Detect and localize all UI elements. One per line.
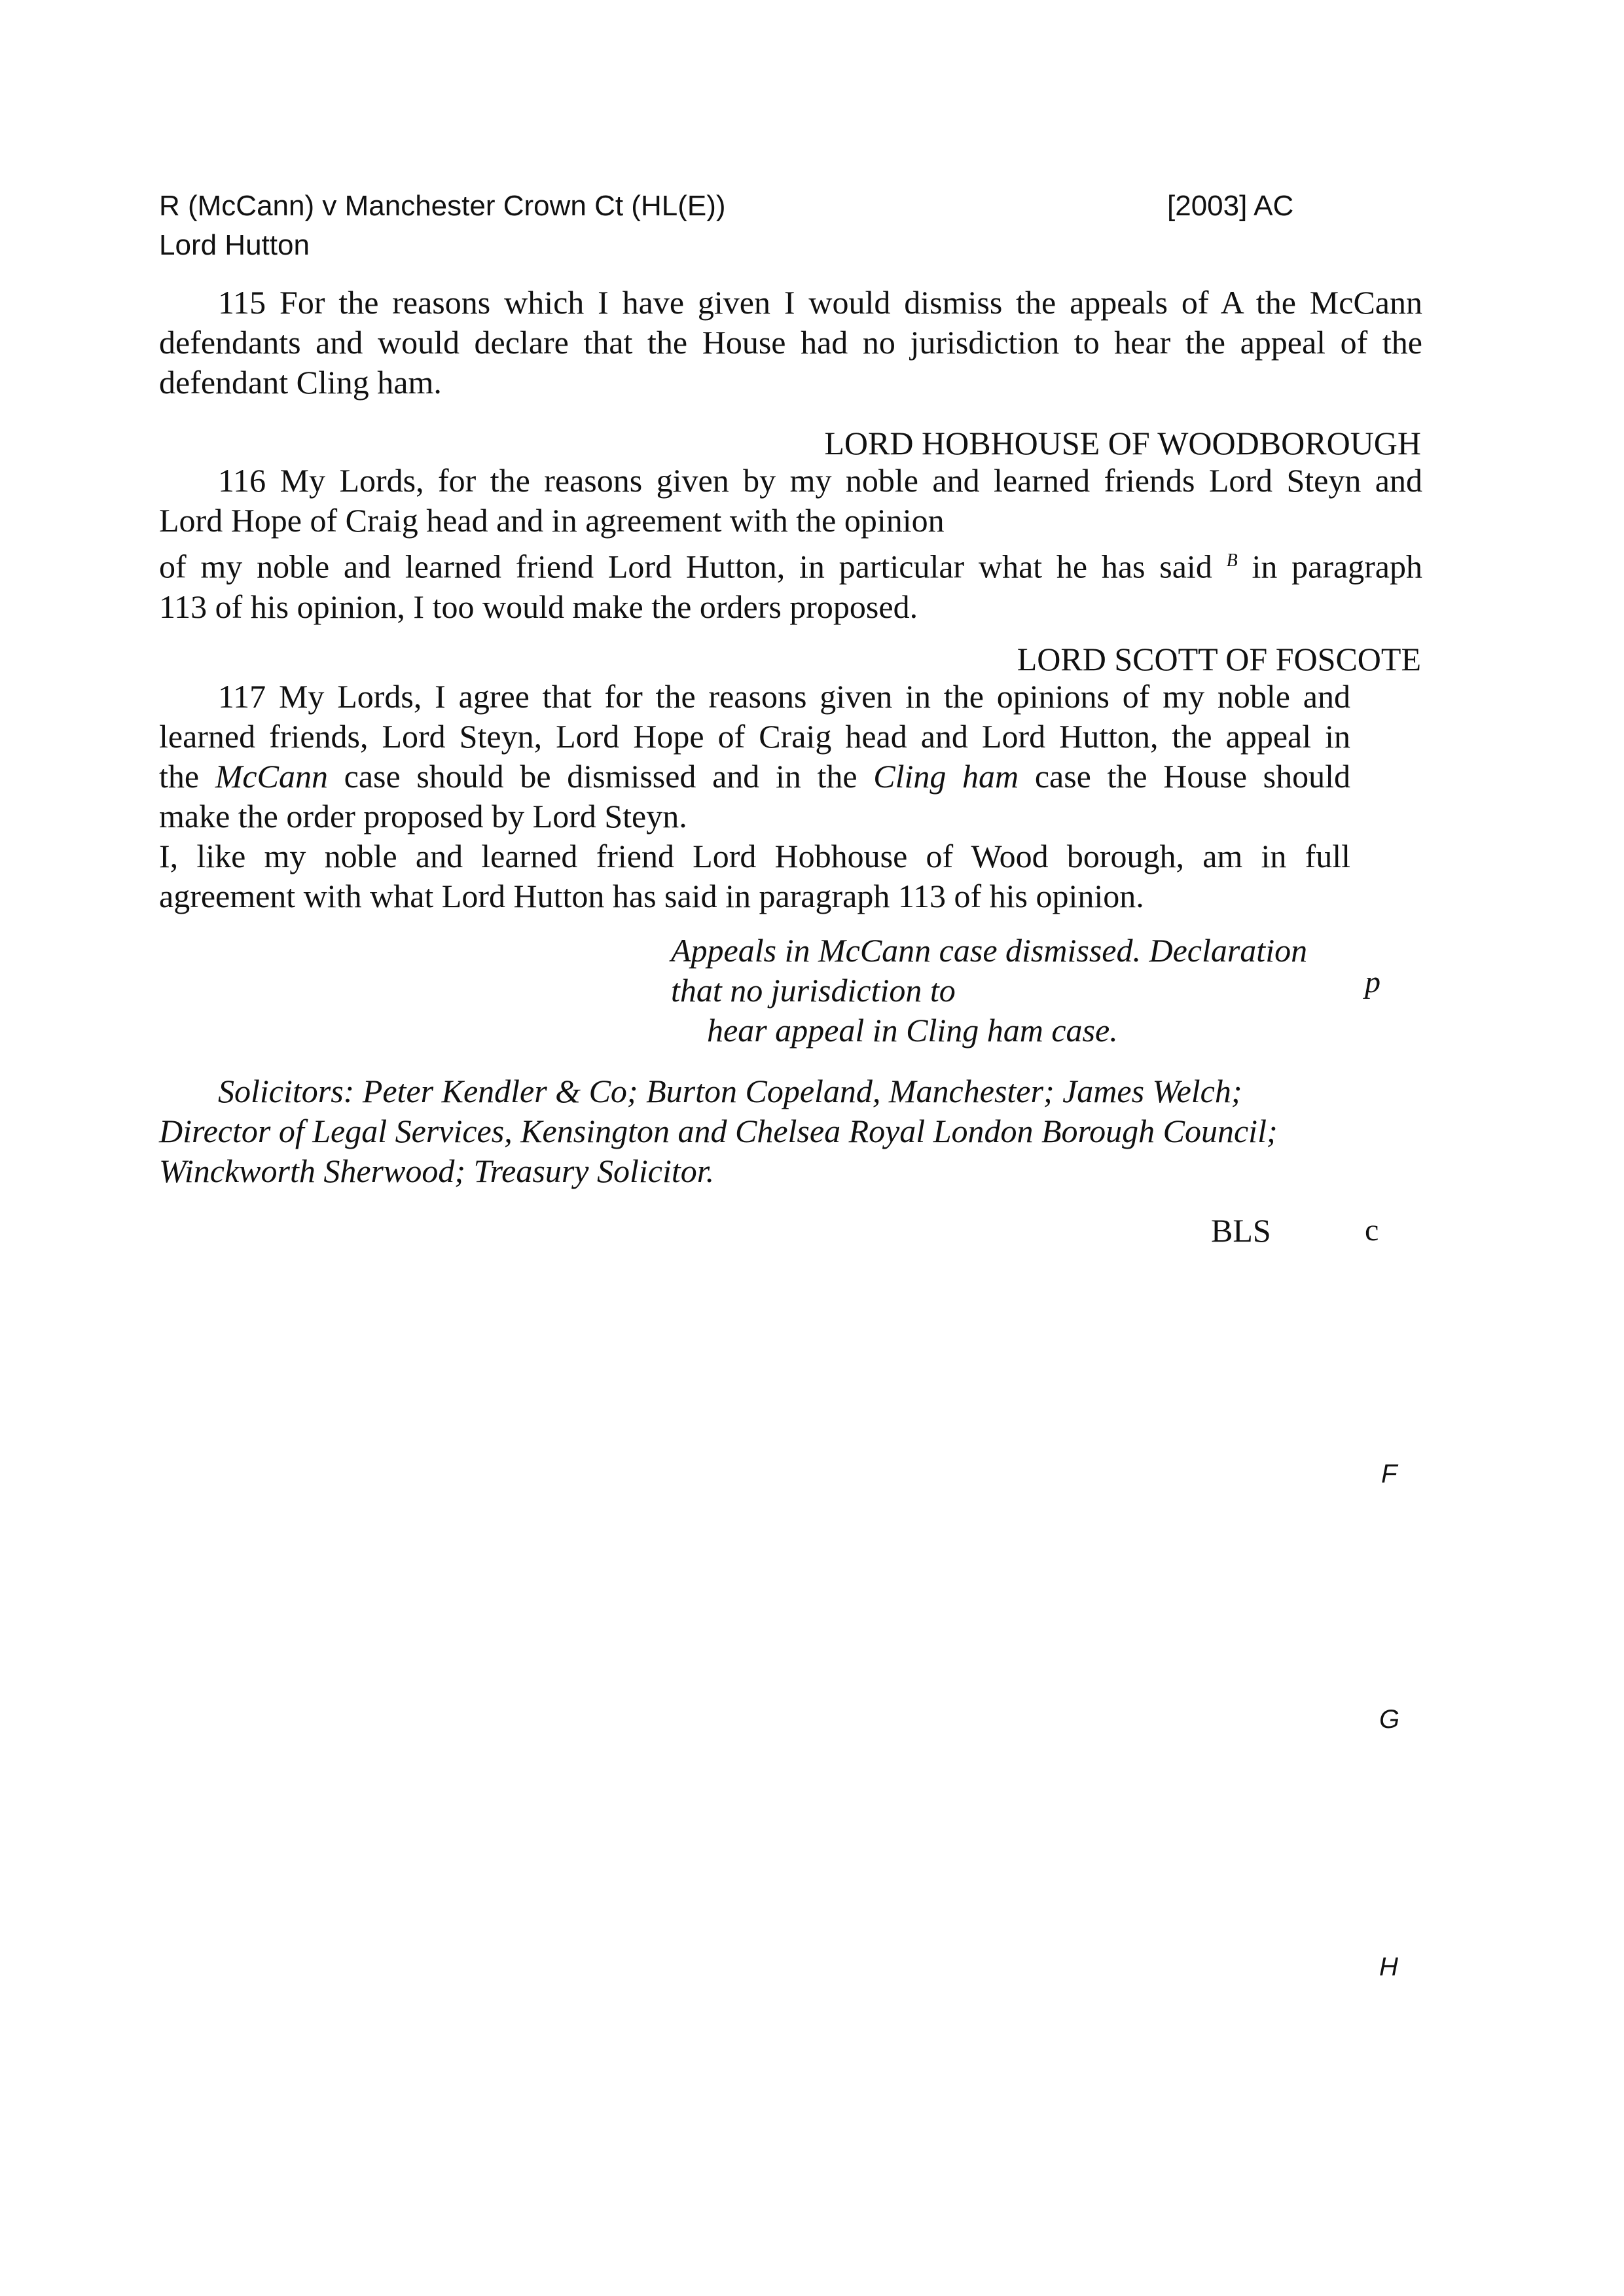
solicitors-line: Solicitors: Peter Kendler & Co; Burton Copeland, Manchester; James Welch; bbox=[218, 1073, 1242, 1109]
margin-letter-e: c bbox=[1365, 1213, 1379, 1247]
margin-letter-b: B bbox=[1226, 550, 1238, 571]
paragraph-line bbox=[159, 757, 1350, 797]
reporter-initials: BLS bbox=[1211, 1212, 1271, 1249]
paragraph-line: 117 My Lords, I agree that for the reasons given in the opinions of my noble and bbox=[218, 678, 1350, 715]
paragraph-line-text: case the House should bbox=[1034, 758, 1351, 795]
paragraph-line: defendant Cling ham. bbox=[159, 364, 442, 401]
paragraph-115 bbox=[159, 283, 1422, 403]
disposition bbox=[671, 931, 1307, 1050]
paragraph-line: 113 of his opinion, I too would make the orders proposed. bbox=[159, 588, 918, 625]
paragraph-line-text: case should be dismissed and in the bbox=[344, 758, 857, 795]
section-heading-scott: LORD SCOTT OF FOSCOTE bbox=[1017, 641, 1421, 677]
paragraph-line-text: in paragraph bbox=[1252, 548, 1422, 585]
paragraph-117 bbox=[159, 677, 1350, 916]
section-heading-hobhouse: LORD HOBHOUSE OF WOODBOROUGH bbox=[824, 425, 1421, 461]
paragraph-line: 116 My Lords, for the reasons given by my noble and learned friends Lord Steyn and bbox=[218, 462, 1422, 499]
paragraph-line bbox=[159, 541, 1422, 587]
running-header-citation: [2003] AC bbox=[1167, 190, 1294, 222]
running-header-case-title: R (McCann) v Manchester Crown Ct (HL(E)) bbox=[159, 190, 726, 222]
disposition-line: hear appeal in Cling ham case. bbox=[707, 1012, 1118, 1049]
paragraph-line: Lord Hope of Craig head and in agreement with the opinion bbox=[159, 502, 945, 539]
margin-letter-f: F bbox=[1381, 1460, 1398, 1488]
margin-letter-h: H bbox=[1379, 1952, 1398, 1981]
disposition-line: Appeals in McCann case dismissed. Declaration bbox=[671, 932, 1308, 969]
disposition-line: that no jurisdiction to bbox=[671, 972, 956, 1009]
paragraph-line: make the order proposed by Lord Steyn. bbox=[159, 798, 687, 834]
paragraph-line-text: the bbox=[159, 758, 200, 795]
paragraph-line: defendants and would declare that the House had no jurisdiction to hear the appeal of the bbox=[159, 324, 1422, 361]
paragraph-line: agreement with what Lord Hutton has said in paragraph 113 of his opinion. bbox=[159, 878, 1144, 914]
paragraph-line: I, like my noble and learned friend Lord Hobhouse of Wood borough, am in full bbox=[159, 838, 1350, 874]
case-name-mccann: McCann bbox=[215, 758, 328, 795]
paragraph-line: learned friends, Lord Steyn, Lord Hope of Craig head and Lord Hutton, the appeal in bbox=[159, 718, 1350, 755]
running-header-judge: Lord Hutton bbox=[159, 229, 310, 261]
paragraph-line: 115 For the reasons which I have given I would dismiss the appeals of A the McCann bbox=[218, 284, 1422, 321]
solicitors-note bbox=[159, 1071, 1350, 1191]
margin-letter-d: p bbox=[1365, 965, 1380, 999]
solicitors-line: Director of Legal Services, Kensington and Chelsea Royal London Borough Council; bbox=[159, 1113, 1278, 1149]
margin-letter-g: G bbox=[1379, 1705, 1400, 1734]
solicitors-line: Winckworth Sherwood; Treasury Solicitor. bbox=[159, 1153, 715, 1189]
paragraph-116 bbox=[159, 461, 1422, 627]
paragraph-line-text: of my noble and learned friend Lord Hutton, in particular what he has said bbox=[159, 548, 1212, 585]
case-name-clingham: Cling ham bbox=[873, 758, 1019, 795]
